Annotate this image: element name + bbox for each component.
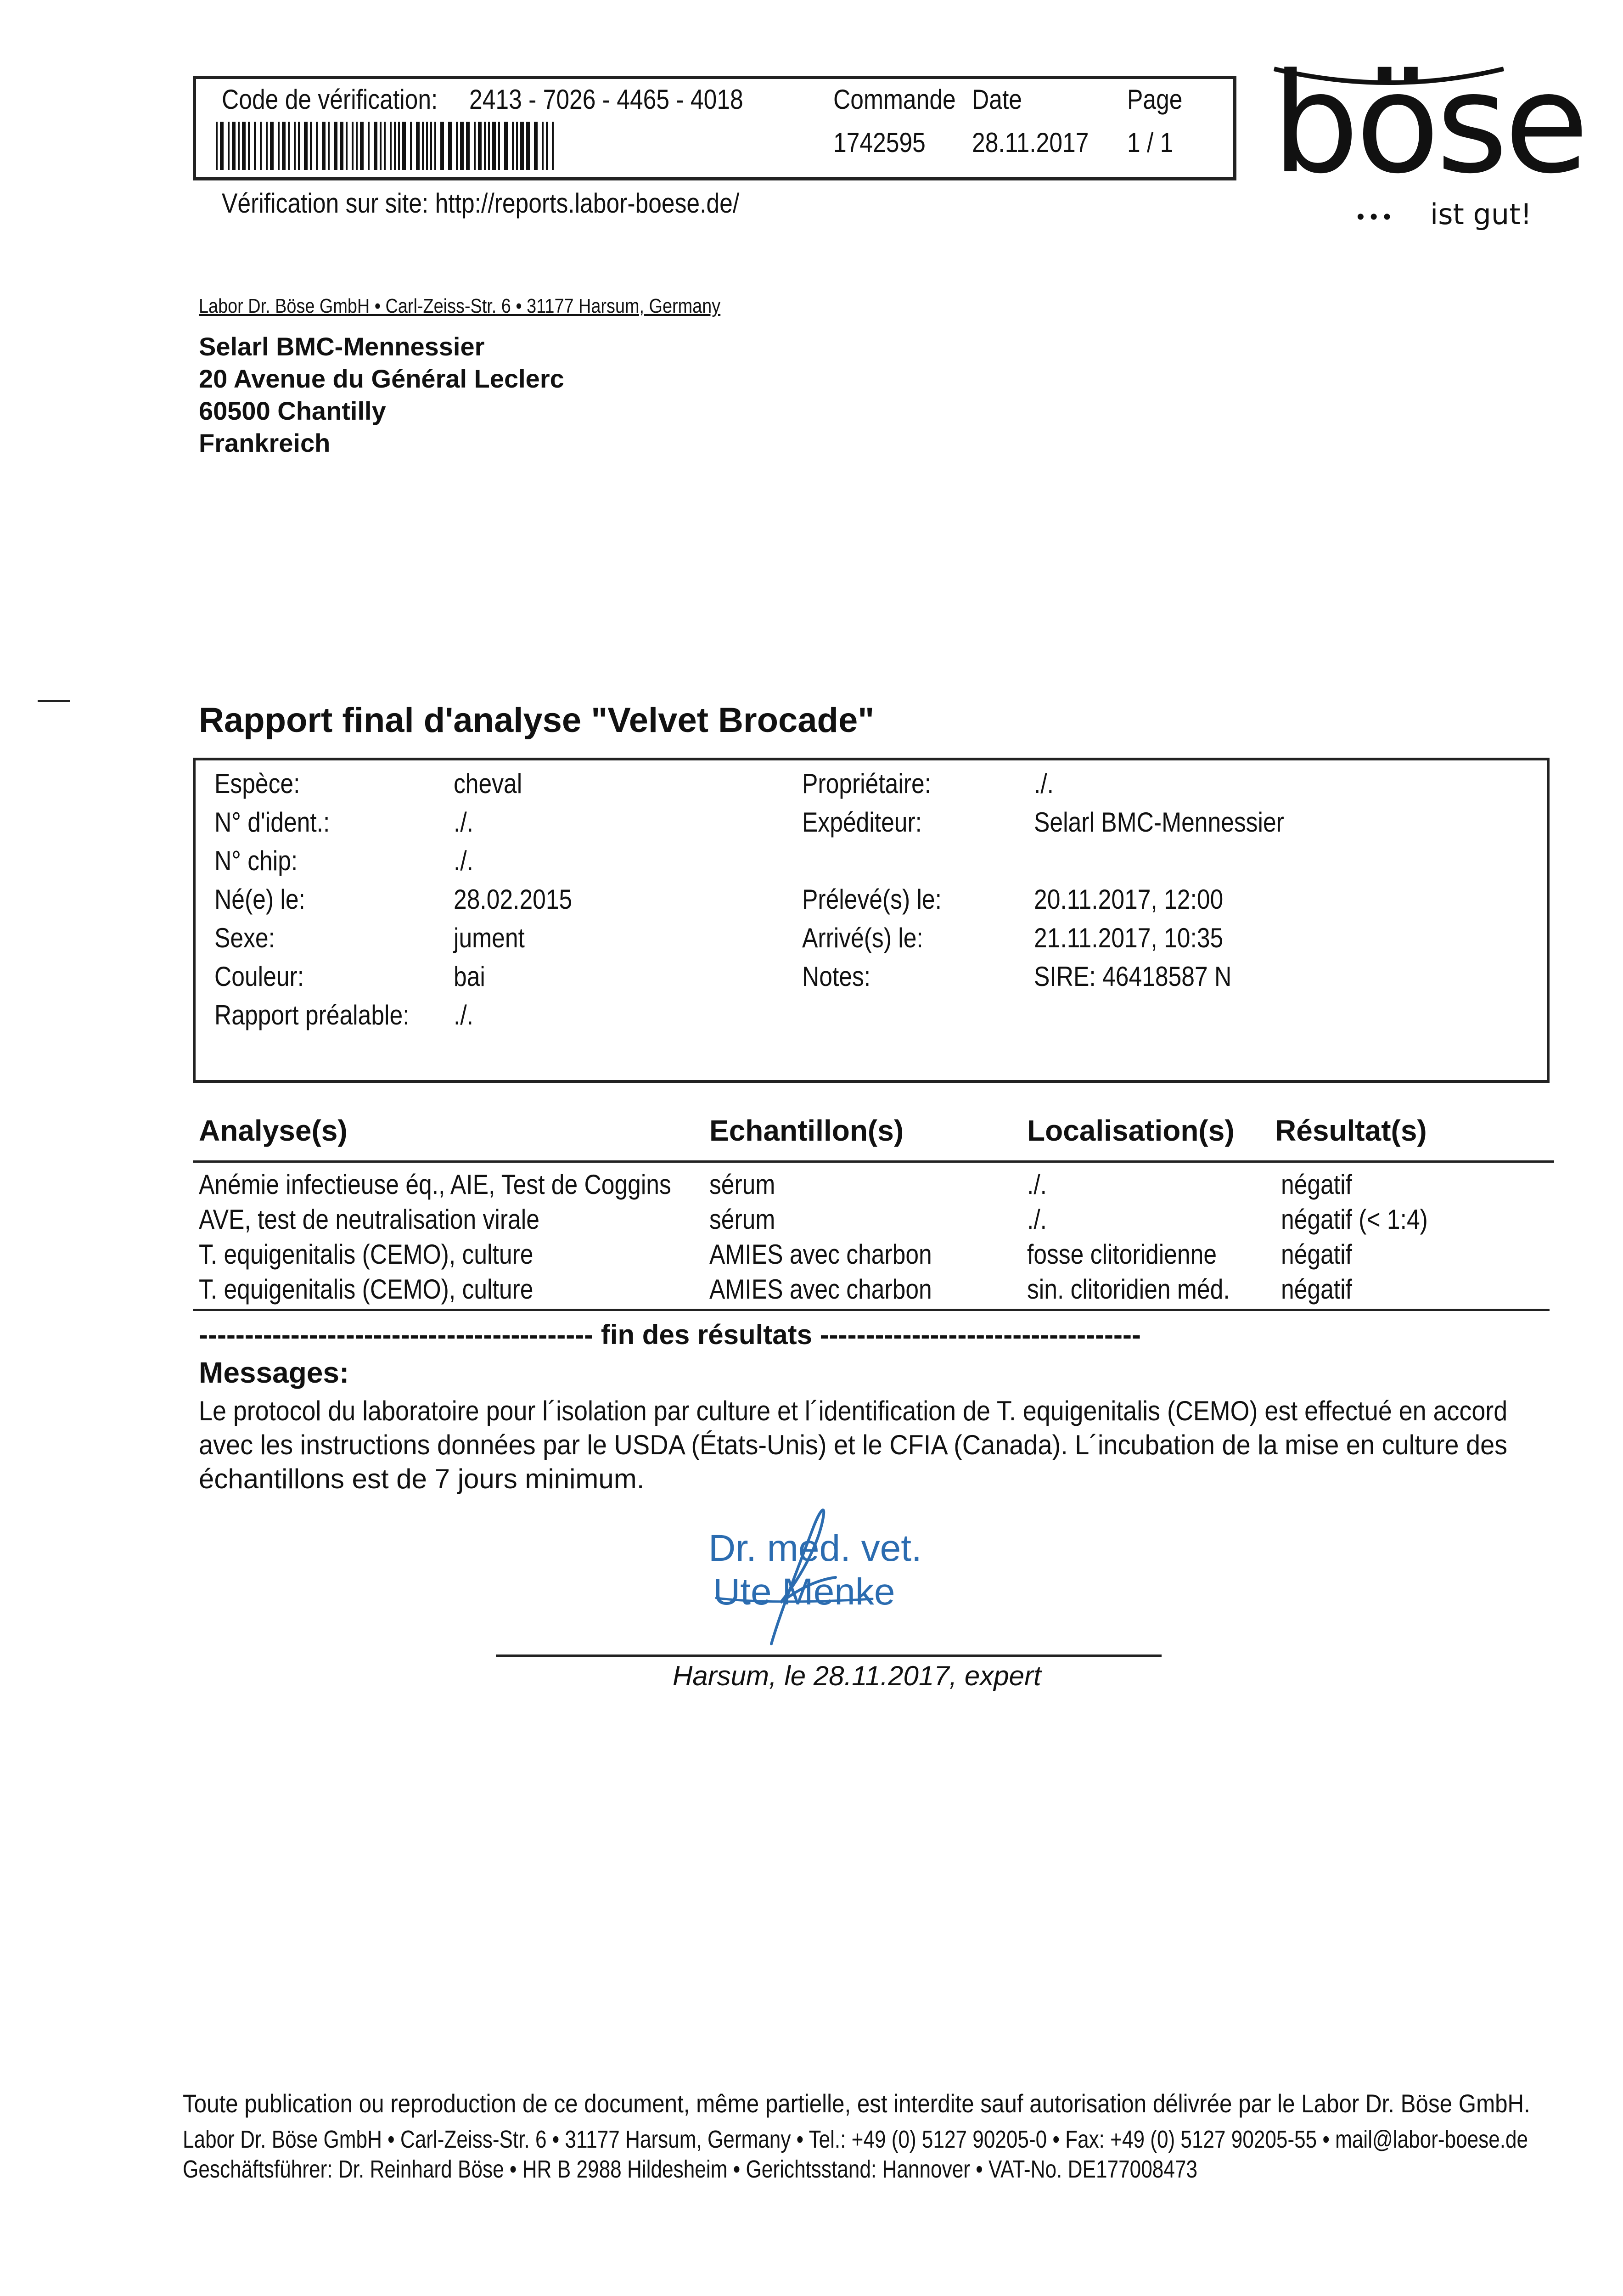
barcode-bar (220, 122, 224, 170)
date-label: Date (972, 84, 1022, 115)
barcode-bar (440, 122, 444, 170)
barcode-bar (228, 122, 230, 170)
barcode-bar (316, 122, 318, 170)
barcode (216, 122, 556, 170)
info-label: Né(e) le: (214, 884, 305, 915)
barcode-bar (434, 122, 436, 170)
barcode-bar (304, 122, 308, 170)
signature-line (496, 1654, 1162, 1657)
info-label: Rapport préalable: (214, 1000, 410, 1030)
results-header-analyse: Analyse(s) (199, 1114, 348, 1147)
barcode-bar (520, 122, 524, 170)
barcode-bar (542, 122, 544, 170)
barcode-bar (238, 122, 240, 170)
info-label: Espèce: (214, 768, 300, 799)
info-value: SIRE: 46418587 N (1034, 961, 1232, 992)
signature-stamp-title: Dr. med. vet. (708, 1527, 922, 1569)
table-cell: négatif (< 1:4) (1281, 1204, 1428, 1235)
fold-mark (38, 700, 70, 702)
barcode-bar (512, 122, 514, 170)
barcode-bar (398, 122, 400, 170)
table-cell: fosse clitoridienne (1027, 1239, 1217, 1270)
info-label: Sexe: (214, 923, 275, 953)
table-cell: ./. (1027, 1204, 1047, 1235)
barcode-bar (334, 122, 337, 170)
table-bottom-rule (193, 1309, 1550, 1311)
handwritten-signature (689, 1492, 987, 1658)
table-cell: négatif (1281, 1239, 1352, 1270)
info-label: N° d'ident.: (214, 807, 330, 838)
barcode-bar (360, 122, 364, 170)
barcode-bar (526, 122, 530, 170)
table-cell: AMIES avec charbon (709, 1239, 932, 1270)
table-cell: Anémie infectieuse éq., AIE, Test de Coggins (199, 1169, 671, 1200)
barcode-bar (340, 122, 343, 170)
barcode-bar (356, 122, 358, 170)
bose-logo: böse (1272, 44, 1585, 204)
barcode-bar (422, 122, 424, 170)
barcode-bar (346, 122, 348, 170)
barcode-bar (232, 122, 236, 170)
barcode-bar (478, 122, 482, 170)
logo-dots: ••• (1357, 205, 1397, 229)
table-cell: AMIES avec charbon (709, 1274, 932, 1305)
barcode-bar (492, 122, 496, 170)
barcode-bar (466, 122, 470, 170)
info-label: Arrivé(s) le: (802, 923, 923, 953)
recipient-line: Frankreich (199, 428, 331, 457)
barcode-bar (394, 122, 396, 170)
barcode-bar (270, 122, 274, 170)
barcode-bar (410, 122, 412, 170)
info-value: 28.02.2015 (454, 884, 573, 915)
barcode-bar (416, 122, 420, 170)
barcode-bar (552, 122, 554, 170)
info-value: 20.11.2017, 12:00 (1034, 884, 1224, 915)
barcode-bar (516, 122, 518, 170)
info-value: ./. (454, 1000, 474, 1030)
info-label: Expéditeur: (802, 807, 922, 838)
table-cell: négatif (1281, 1169, 1352, 1200)
barcode-bar (534, 122, 538, 170)
barcode-bar (402, 122, 406, 170)
date-value: 28.11.2017 (972, 127, 1089, 158)
barcode-bar (484, 122, 486, 170)
signature-caption: Harsum, le 28.11.2017, expert (673, 1660, 1041, 1691)
barcode-bar (216, 122, 218, 170)
barcode-bar (278, 122, 280, 170)
sender-line: Labor Dr. Böse GmbH • Carl-Zeiss-Str. 6 • 31177 Harsum, Germany (199, 295, 721, 317)
barcode-bar (374, 122, 377, 170)
message-line: avec les instructions données par le USDA (États-Unis) et le CFIA (Canada). L´incubation de la mise en culture des (199, 1429, 1508, 1460)
barcode-bar (460, 122, 464, 170)
page-value: 1 / 1 (1127, 127, 1174, 158)
info-label: Prélevé(s) le: (802, 884, 942, 915)
barcode-bar (288, 122, 290, 170)
barcode-bar (390, 122, 392, 170)
barcode-bar (546, 122, 548, 170)
barcode-bar (260, 122, 262, 170)
verification-site: Vérification sur site: http://reports.labor-boese.de/ (222, 188, 740, 219)
results-header-localisation: Localisation(s) (1027, 1114, 1235, 1147)
table-cell: sérum (709, 1169, 775, 1200)
verification-code: 2413 - 7026 - 4465 - 4018 (469, 84, 743, 115)
barcode-bar (448, 122, 452, 170)
table-header-rule (193, 1160, 1554, 1163)
barcode-bar (352, 122, 354, 170)
table-cell: ./. (1027, 1169, 1047, 1200)
barcode-bar (426, 122, 428, 170)
barcode-bar (456, 122, 458, 170)
barcode-bar (498, 122, 500, 170)
table-cell: T. equigenitalis (CEMO), culture (199, 1274, 534, 1305)
barcode-bar (294, 122, 296, 170)
recipient-line: 60500 Chantilly (199, 396, 386, 425)
info-label: N° chip: (214, 845, 298, 876)
report-title: Rapport final d'analyse "Velvet Brocade" (199, 701, 875, 740)
barcode-bar (282, 122, 286, 170)
barcode-bar (384, 122, 386, 170)
table-cell: sin. clitoridien méd. (1027, 1274, 1230, 1305)
messages-heading: Messages: (199, 1356, 349, 1389)
barcode-bar (322, 122, 326, 170)
logo-tagline: ist gut! (1430, 197, 1532, 231)
info-label: Propriétaire: (802, 768, 932, 799)
results-header-echantillon: Echantillon(s) (709, 1114, 904, 1147)
message-line: Le protocol du laboratoire pour l´isolation par culture et l´identification de T. equigenitalis (CEMO) est effectué en accord (199, 1396, 1508, 1426)
barcode-bar (254, 122, 256, 170)
footer-notice: Toute publication ou reproduction de ce document, même partielle, est interdite sauf autorisation délivrée par le Labor Dr. Böse GmbH. (183, 2089, 1530, 2118)
info-value: jument (454, 923, 525, 953)
results-header-resultat: Résultat(s) (1275, 1114, 1427, 1147)
recipient-line: 20 Avenue du Général Leclerc (199, 364, 564, 393)
barcode-bar (298, 122, 300, 170)
barcode-bar (430, 122, 432, 170)
info-label: Notes: (802, 961, 871, 992)
recipient-line: Selarl BMC-Mennessier (199, 332, 485, 361)
info-value: Selarl BMC-Mennessier (1034, 807, 1284, 838)
page-label: Page (1127, 84, 1183, 115)
signature-stamp-name: Ute Menke (713, 1571, 895, 1613)
table-cell: négatif (1281, 1274, 1352, 1305)
footer-address: Labor Dr. Böse GmbH • Carl-Zeiss-Str. 6 • 31177 Harsum, Germany • Tel.: +49 (0) 5127 90205-0 • Fax: +49 (0) 5127 90205-55 • mail@labor-boese.de (183, 2126, 1528, 2153)
verification-code-label: Code de vérification: (222, 84, 438, 115)
barcode-bar (380, 122, 382, 170)
barcode-bar (368, 122, 370, 170)
info-value: ./. (454, 845, 474, 876)
info-label: Couleur: (214, 961, 304, 992)
barcode-bar (266, 122, 268, 170)
barcode-bar (310, 122, 312, 170)
barcode-bar (474, 122, 476, 170)
barcode-bar (242, 122, 246, 170)
barcode-bar (248, 122, 250, 170)
table-cell: AVE, test de neutralisation virale (199, 1204, 539, 1235)
message-line: échantillons est de 7 jours minimum. (199, 1463, 645, 1494)
barcode-bar (328, 122, 330, 170)
info-value: cheval (454, 768, 522, 799)
footer-legal: Geschäftsführer: Dr. Reinhard Böse • HR B 2988 Hildesheim • Gerichtsstand: Hannover • VAT-No. DE177008473 (183, 2155, 1198, 2183)
barcode-bar (504, 122, 508, 170)
info-value: ./. (1034, 768, 1054, 799)
table-cell: sérum (709, 1204, 775, 1235)
info-value: 21.11.2017, 10:35 (1034, 923, 1224, 953)
end-of-results-marker: ------------------------------------------- fin des résultats ----------------------------------- (199, 1319, 1141, 1350)
commande-value: 1742595 (833, 127, 926, 158)
info-value: bai (454, 961, 485, 992)
barcode-bar (488, 122, 490, 170)
info-value: ./. (454, 807, 474, 838)
commande-label: Commande (833, 84, 956, 115)
table-cell: T. equigenitalis (CEMO), culture (199, 1239, 534, 1270)
